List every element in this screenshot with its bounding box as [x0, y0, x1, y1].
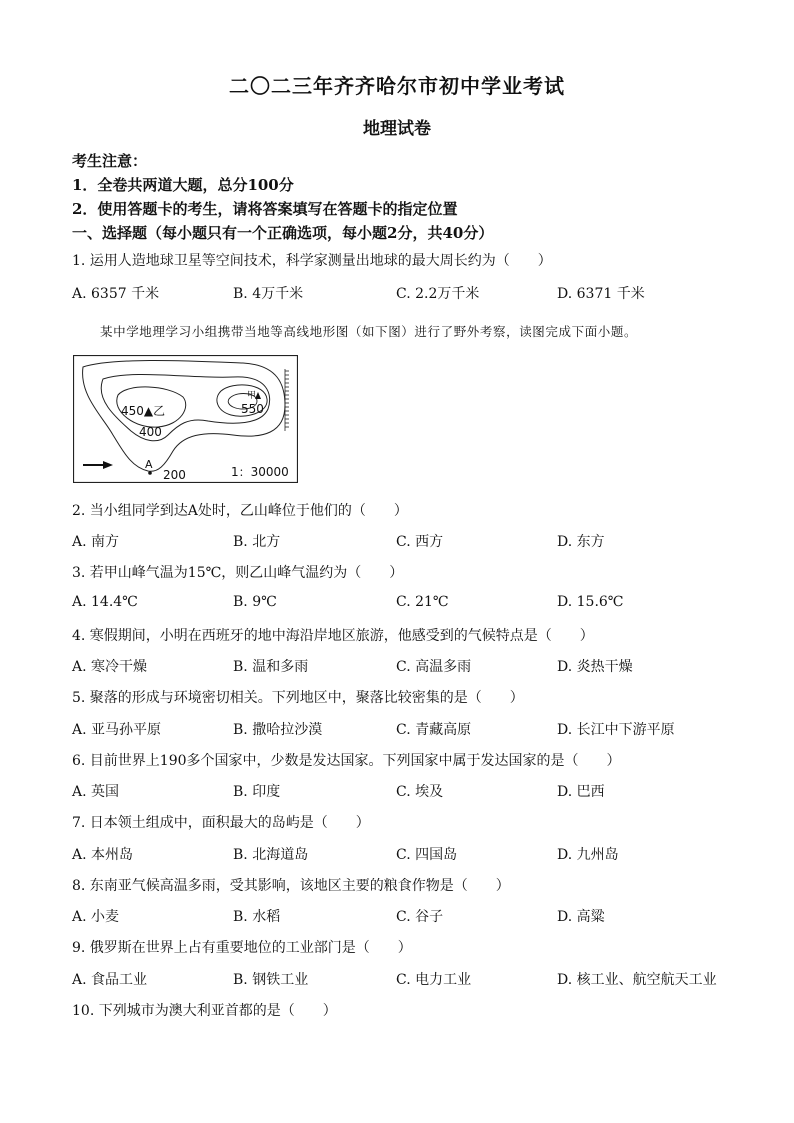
peak-jia-value: 550: [241, 402, 264, 416]
option: C. 四国岛: [396, 847, 458, 863]
option: A. 6357 千米: [72, 286, 160, 302]
option: B. 9℃: [233, 594, 277, 610]
option: A. 英国: [72, 784, 120, 800]
question-stem: 4. 寒假期间，小明在西班牙的地中海沿岸地区旅游，他感受到的气候特点是（ ）: [72, 628, 594, 644]
option: D. 九州岛: [557, 847, 619, 863]
option: B. 4万千米: [233, 286, 304, 302]
point-a-label: A: [145, 458, 153, 471]
option: D. 炎热干燥: [557, 659, 633, 675]
option: B. 钢铁工业: [233, 972, 309, 988]
option: C. 2.2万千米: [396, 286, 480, 302]
contour-map: [73, 355, 298, 483]
option: A. 14.4℃: [72, 594, 138, 610]
option: C. 谷子: [396, 909, 444, 925]
option: C. 青藏高原: [396, 722, 472, 738]
option: B. 北方: [233, 534, 281, 550]
option: C. 埃及: [396, 784, 444, 800]
option: C. 西方: [396, 534, 444, 550]
option: A. 食品工业: [72, 972, 148, 988]
option: D. 6371 千米: [557, 286, 645, 302]
option: B. 印度: [233, 784, 281, 800]
option: B. 水稻: [233, 909, 281, 925]
contour-200-label: 200: [163, 468, 186, 482]
option: A. 南方: [72, 534, 120, 550]
question-stem: 8. 东南亚气候高温多雨，受其影响，该地区主要的粮食作物是（ ）: [72, 878, 510, 894]
question-stem: 10. 下列城市为澳大利亚首都的是（ ）: [72, 1003, 337, 1019]
option: A. 亚马孙平原: [72, 722, 162, 738]
page-subtitle: 地理试卷: [363, 119, 431, 139]
passage-intro: 某中学地理学习小组携带当地等高线地形图（如下图）进行了野外考察，读图完成下面小题。: [100, 324, 638, 339]
option: A. 寒冷干燥: [72, 659, 148, 675]
option: D. 东方: [557, 534, 605, 550]
option: A. 本州岛: [72, 847, 134, 863]
option: B. 北海道岛: [233, 847, 309, 863]
notice-item: 2．使用答题卡的考生，请将答案填写在答题卡的指定位置: [72, 200, 458, 218]
option: B. 温和多雨: [233, 659, 309, 675]
option: D. 高粱: [557, 909, 605, 925]
question-stem: 1. 运用人造地球卫星等空间技术，科学家测量出地球的最大周长约为（ ）: [72, 253, 552, 269]
map-scale: 1：30000: [231, 465, 289, 479]
option: D. 15.6℃: [557, 594, 624, 610]
option: D. 巴西: [557, 784, 605, 800]
question-stem: 5. 聚落的形成与环境密切相关。下列地区中，聚落比较密集的是（ ）: [72, 690, 524, 706]
peak-jia-name: 甲: [247, 391, 257, 401]
notice-item: 1．全卷共两道大题，总分100分: [72, 176, 294, 194]
notice-heading: 考生注意：: [72, 152, 148, 170]
question-stem: 6. 目前世界上190多个国家中，少数是发达国家。下列国家中属于发达国家的是（ ）: [72, 753, 621, 769]
option: D. 核工业、航空航天工业: [557, 972, 717, 988]
option: B. 撒哈拉沙漠: [233, 722, 323, 738]
question-stem: 7. 日本领土组成中，面积最大的岛屿是（ ）: [72, 815, 370, 831]
option: A. 小麦: [72, 909, 120, 925]
question-stem: 3. 若甲山峰气温为15℃，则乙山峰气温约为（ ）: [72, 565, 404, 581]
peak-yi-label: 450▲乙: [121, 404, 166, 418]
option: C. 21℃: [396, 594, 449, 610]
question-stem: 9. 俄罗斯在世界上占有重要地位的工业部门是（ ）: [72, 940, 412, 956]
question-stem: 2. 当小组同学到达A处时，乙山峰位于他们的（ ）: [72, 503, 408, 519]
point-a-marker: [148, 471, 152, 475]
contour-400-label: 400: [139, 425, 162, 439]
option: C. 电力工业: [396, 972, 472, 988]
option: D. 长江中下游平原: [557, 722, 675, 738]
section-heading: 一、选择题（每小题只有一个正确选项，每小题2分，共40分）: [72, 224, 494, 242]
option: C. 高温多雨: [396, 659, 472, 675]
page-title: 二〇二三年齐齐哈尔市初中学业考试: [229, 74, 565, 98]
